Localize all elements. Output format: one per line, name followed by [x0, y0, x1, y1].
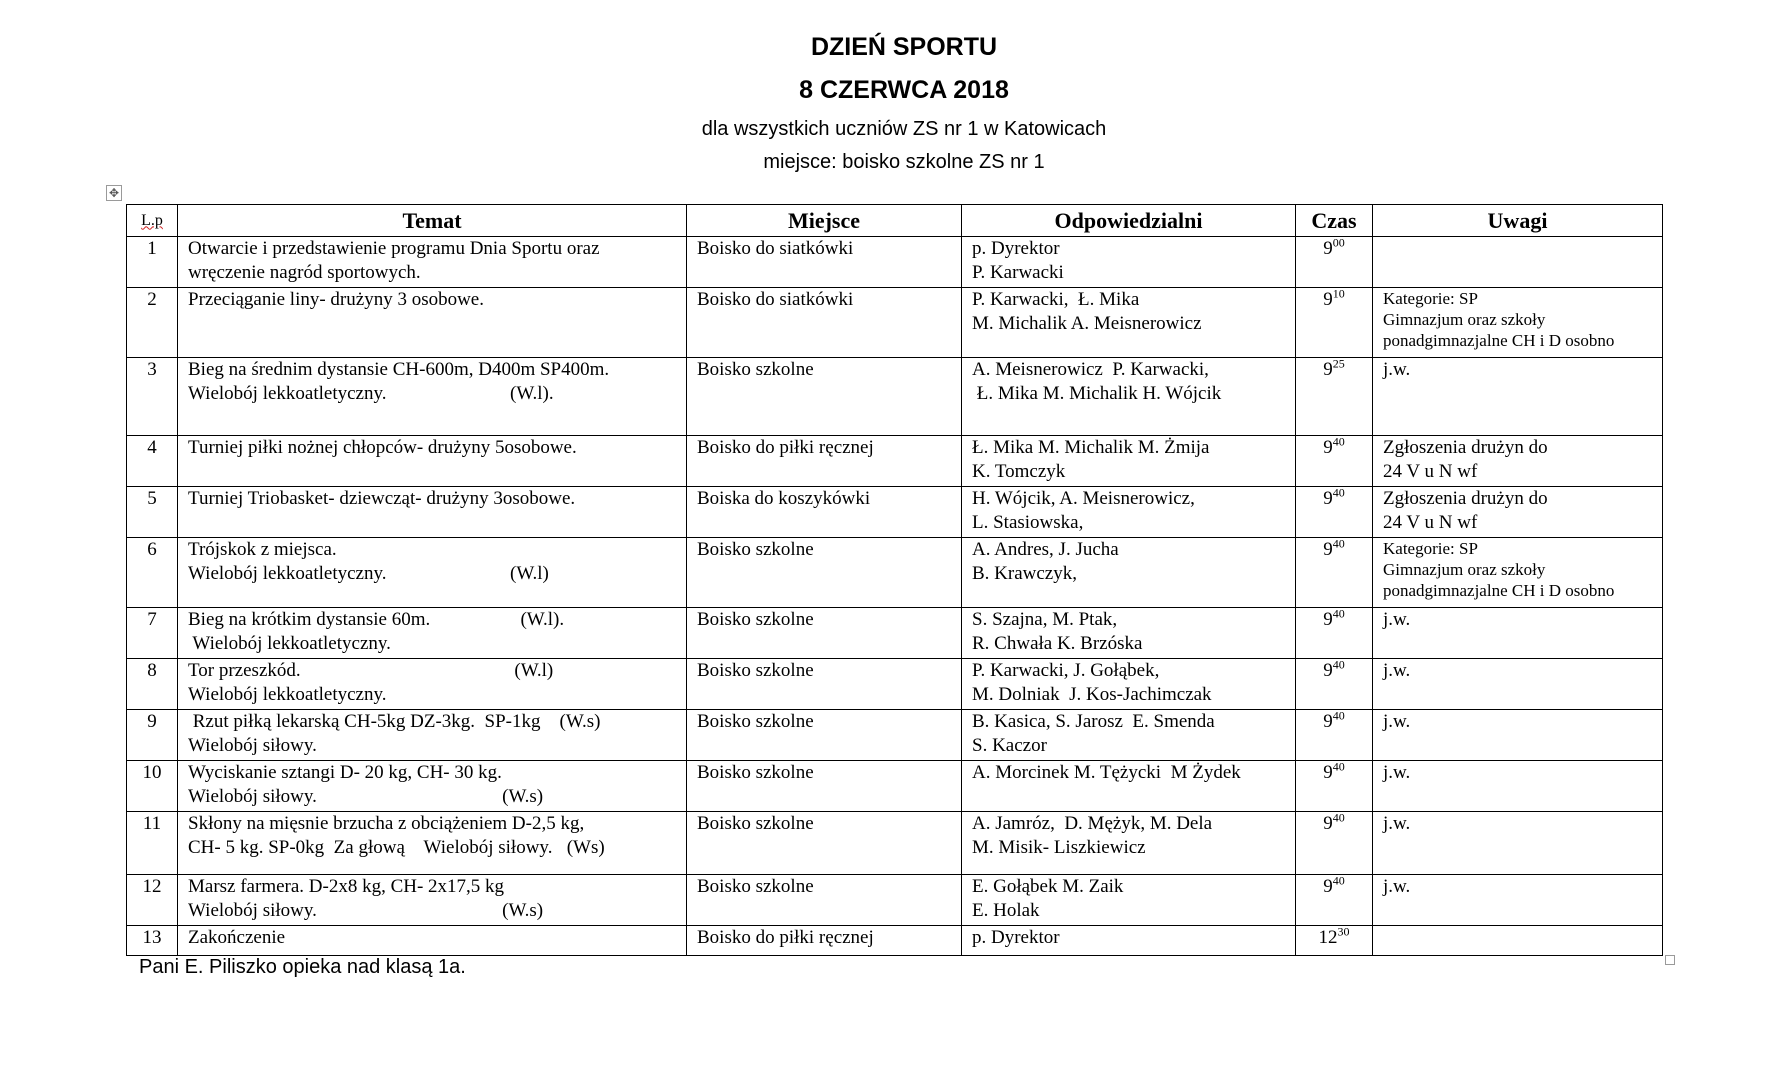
- responsible-cell: [962, 487, 1296, 538]
- notes-cell: [1373, 237, 1663, 288]
- responsible-line: P. Karwacki, Ł. Mika: [972, 289, 1140, 310]
- topic-line: Bieg na krótkim dystansie 60m. (W.l).: [188, 609, 565, 630]
- responsible-line: E. Gołąbek M. Zaik: [972, 876, 1124, 897]
- notes-line: j.w.: [1383, 711, 1411, 732]
- responsible-cell: [962, 659, 1296, 710]
- row-number: 9: [127, 710, 178, 761]
- responsible-line: E. Holak: [972, 900, 1040, 921]
- time-cell: [1296, 926, 1373, 956]
- responsible-line: A. Morcinek M. Tężycki M Żydek: [972, 762, 1241, 783]
- responsible-cell: [962, 875, 1296, 926]
- responsible-line: P. Karwacki, J. Gołąbek,: [972, 660, 1160, 681]
- table-row: [127, 237, 1663, 288]
- notes-line: j.w.: [1383, 660, 1411, 681]
- time-minutes: 40: [1332, 607, 1345, 621]
- topic-cell: [178, 358, 687, 436]
- row-number: 2: [127, 288, 178, 358]
- notes-cell: [1373, 659, 1663, 710]
- notes-cell: [1373, 358, 1663, 436]
- notes-cell: [1373, 487, 1663, 538]
- topic-line: Wielobój siłowy. (W.s): [188, 786, 544, 807]
- time-cell: [1296, 237, 1373, 288]
- topic-cell: [178, 237, 687, 288]
- responsible-line: R. Chwała K. Brzóska: [972, 633, 1143, 654]
- time-minutes: 30: [1337, 925, 1350, 939]
- time-hour: 9: [1323, 359, 1333, 380]
- time-cell: [1296, 288, 1373, 358]
- time-minutes: 10: [1332, 287, 1345, 301]
- topic-cell: [178, 926, 687, 956]
- time-minutes: 40: [1332, 658, 1345, 672]
- notes-cell: [1373, 926, 1663, 956]
- time-hour: 9: [1323, 762, 1333, 783]
- topic-line: Bieg na średnim dystansie CH-600m, D400m SP400m.: [188, 359, 610, 380]
- topic-line: CH- 5 kg. SP-0kg Za głową Wielobój siłowy. (Ws): [188, 837, 605, 858]
- topic-cell: [178, 659, 687, 710]
- row-number: 11: [127, 812, 178, 875]
- responsible-cell: [962, 358, 1296, 436]
- notes-line: Zgłoszenia drużyn do: [1383, 488, 1548, 509]
- table-row: [127, 358, 1663, 436]
- notes-line: Kategorie: SP: [1383, 289, 1478, 308]
- time-hour: 9: [1323, 813, 1333, 834]
- table-row: [127, 538, 1663, 608]
- topic-line: Turniej Triobasket- dziewcząt- drużyny 3osobowe.: [188, 488, 576, 509]
- row-number: 5: [127, 487, 178, 538]
- notes-line: j.w.: [1383, 609, 1411, 630]
- topic-cell: [178, 875, 687, 926]
- time-hour: 9: [1323, 289, 1333, 310]
- topic-line: Skłony na mięsnie brzucha z obciążeniem D-2,5 kg,: [188, 813, 585, 834]
- responsible-cell: [962, 436, 1296, 487]
- time-hour: 9: [1323, 711, 1333, 732]
- column-header-lp: L.p: [127, 205, 178, 237]
- time-minutes: 40: [1332, 486, 1345, 500]
- responsible-line: L. Stasiowska,: [972, 512, 1084, 533]
- table-row: [127, 812, 1663, 875]
- topic-line: Turniej piłki nożnej chłopców- drużyny 5osobowe.: [188, 437, 577, 458]
- notes-line: j.w.: [1383, 762, 1411, 783]
- table-header-row: [127, 205, 1663, 237]
- responsible-line: A. Andres, J. Jucha: [972, 539, 1119, 560]
- topic-cell: [178, 710, 687, 761]
- responsible-line: P. Karwacki: [972, 262, 1064, 283]
- topic-cell: [178, 487, 687, 538]
- time-minutes: 40: [1332, 435, 1345, 449]
- place-cell: Boisko szkolne: [687, 875, 962, 926]
- notes-line: Zgłoszenia drużyn do: [1383, 437, 1548, 458]
- column-header-notes: Uwagi: [1373, 205, 1663, 237]
- topic-line: Marsz farmera. D-2x8 kg, CH- 2x17,5 kg: [188, 876, 505, 897]
- topic-cell: [178, 608, 687, 659]
- time-hour: 9: [1323, 876, 1333, 897]
- place-cell: Boisko szkolne: [687, 710, 962, 761]
- responsible-line: K. Tomczyk: [972, 461, 1066, 482]
- row-number: 1: [127, 237, 178, 288]
- notes-cell: [1373, 608, 1663, 659]
- table-row: [127, 659, 1663, 710]
- column-header-topic: Temat: [178, 205, 687, 237]
- topic-line: Wielobój siłowy. (W.s): [188, 900, 544, 921]
- time-hour: 9: [1323, 437, 1333, 458]
- place-cell: Boisko szkolne: [687, 538, 962, 608]
- table-row: [127, 487, 1663, 538]
- responsible-line: B. Kasica, S. Jarosz E. Smenda: [972, 711, 1215, 732]
- row-number: 12: [127, 875, 178, 926]
- time-cell: [1296, 875, 1373, 926]
- table-row: [127, 761, 1663, 812]
- footer-note: Pani E. Piliszko opieka nad klasą 1a.: [139, 956, 466, 978]
- table-row: [127, 926, 1663, 956]
- move-arrows-icon[interactable]: ✥: [106, 185, 122, 201]
- responsible-line: Ł. Mika M. Michalik M. Żmija: [972, 437, 1210, 458]
- time-cell: [1296, 812, 1373, 875]
- column-header-time: Czas: [1296, 205, 1373, 237]
- place-cell: Boisko do piłki ręcznej: [687, 436, 962, 487]
- row-number: 6: [127, 538, 178, 608]
- time-cell: [1296, 538, 1373, 608]
- responsible-line: Ł. Mika M. Michalik H. Wójcik: [972, 383, 1222, 404]
- place-cell: Boisko do piłki ręcznej: [687, 926, 962, 956]
- row-number: 10: [127, 761, 178, 812]
- topic-cell: [178, 288, 687, 358]
- notes-line: j.w.: [1383, 359, 1411, 380]
- responsible-line: M. Misik- Liszkiewicz: [972, 837, 1146, 858]
- time-hour: 9: [1323, 609, 1333, 630]
- topic-cell: [178, 812, 687, 875]
- responsible-line: p. Dyrektor: [972, 927, 1060, 948]
- responsible-line: A. Jamróz, D. Mężyk, M. Dela: [972, 813, 1213, 834]
- notes-cell: [1373, 538, 1663, 608]
- notes-cell: [1373, 812, 1663, 875]
- topic-line: wręczenie nagród sportowych.: [188, 262, 421, 283]
- resize-square-icon[interactable]: [1665, 955, 1675, 965]
- notes-line: Gimnazjum oraz szkoły: [1383, 310, 1546, 329]
- notes-cell: [1373, 761, 1663, 812]
- responsible-line: M. Dolniak J. Kos-Jachimczak: [972, 684, 1212, 705]
- notes-line: ponadgimnazjalne CH i D osobno: [1383, 331, 1615, 350]
- responsible-cell: [962, 608, 1296, 659]
- notes-line: Gimnazjum oraz szkoły: [1383, 560, 1546, 579]
- table-row: [127, 436, 1663, 487]
- topic-cell: [178, 761, 687, 812]
- table-row: [127, 608, 1663, 659]
- time-minutes: 40: [1332, 537, 1345, 551]
- notes-line: j.w.: [1383, 876, 1411, 897]
- place-cell: Boisko do siatkówki: [687, 288, 962, 358]
- place-cell: Boiska do koszykówki: [687, 487, 962, 538]
- time-cell: [1296, 487, 1373, 538]
- time-cell: [1296, 659, 1373, 710]
- responsible-line: A. Meisnerowicz P. Karwacki,: [972, 359, 1209, 380]
- row-number: 7: [127, 608, 178, 659]
- notes-cell: [1373, 875, 1663, 926]
- place-cell: Boisko szkolne: [687, 608, 962, 659]
- time-minutes: 40: [1332, 709, 1345, 723]
- notes-cell: [1373, 436, 1663, 487]
- notes-cell: [1373, 710, 1663, 761]
- time-hour: 9: [1323, 488, 1333, 509]
- time-cell: [1296, 436, 1373, 487]
- place-line: miejsce: boisko szkolne ZS nr 1: [763, 151, 1045, 173]
- document-title: DZIEŃ SPORTU: [810, 33, 998, 61]
- topic-cell: [178, 538, 687, 608]
- responsible-line: H. Wójcik, A. Meisnerowicz,: [972, 488, 1195, 509]
- column-header-responsible: Odpowiedzialni: [962, 205, 1296, 237]
- notes-line: j.w.: [1383, 813, 1411, 834]
- responsible-line: S. Szajna, M. Ptak,: [972, 609, 1118, 630]
- notes-line: ponadgimnazjalne CH i D osobno: [1383, 581, 1615, 600]
- time-hour: 12: [1318, 927, 1338, 948]
- topic-line: Trójskok z miejsca.: [188, 539, 337, 560]
- time-hour: 9: [1323, 660, 1333, 681]
- table-row: [127, 288, 1663, 358]
- time-hour: 9: [1323, 238, 1333, 259]
- time-cell: [1296, 358, 1373, 436]
- responsible-cell: [962, 710, 1296, 761]
- row-number: 13: [127, 926, 178, 956]
- table-row: [127, 710, 1663, 761]
- row-number: 4: [127, 436, 178, 487]
- topic-line: Wielobój lekkoatletyczny.: [188, 633, 391, 654]
- responsible-line: B. Krawczyk,: [972, 563, 1077, 584]
- responsible-line: S. Kaczor: [972, 735, 1047, 756]
- time-minutes: 40: [1332, 874, 1345, 888]
- place-cell: Boisko do siatkówki: [687, 237, 962, 288]
- time-cell: [1296, 608, 1373, 659]
- event-date: 8 CZERWCA 2018: [799, 76, 1009, 104]
- schedule-table: [126, 204, 1663, 956]
- topic-line: Rzut piłką lekarską CH-5kg DZ-3kg. SP-1kg (W.s): [188, 711, 601, 732]
- responsible-cell: [962, 761, 1296, 812]
- place-cell: Boisko szkolne: [687, 659, 962, 710]
- topic-line: Wyciskanie sztangi D- 20 kg, CH- 30 kg.: [188, 762, 502, 783]
- time-minutes: 00: [1332, 236, 1345, 250]
- time-minutes: 25: [1332, 357, 1345, 371]
- row-number: 3: [127, 358, 178, 436]
- responsible-cell: [962, 237, 1296, 288]
- audience-line: dla wszystkich uczniów ZS nr 1 w Katowicach: [701, 118, 1107, 140]
- topic-line: Zakończenie: [188, 927, 286, 948]
- place-cell: Boisko szkolne: [687, 358, 962, 436]
- topic-cell: [178, 436, 687, 487]
- place-cell: Boisko szkolne: [687, 812, 962, 875]
- notes-line: 24 V u N wf: [1383, 461, 1478, 482]
- time-minutes: 40: [1332, 760, 1345, 774]
- time-hour: 9: [1323, 539, 1333, 560]
- time-cell: [1296, 710, 1373, 761]
- topic-line: Wielobój lekkoatletyczny. (W.l): [188, 563, 549, 584]
- responsible-cell: [962, 812, 1296, 875]
- topic-line: Wielobój lekkoatletyczny. (W.l).: [188, 383, 554, 404]
- responsible-line: p. Dyrektor: [972, 238, 1060, 259]
- row-number: 8: [127, 659, 178, 710]
- column-header-place: Miejsce: [687, 205, 962, 237]
- responsible-line: M. Michalik A. Meisnerowicz: [972, 313, 1202, 334]
- place-cell: Boisko szkolne: [687, 761, 962, 812]
- time-cell: [1296, 761, 1373, 812]
- topic-line: Otwarcie i przedstawienie programu Dnia Sportu oraz: [188, 238, 600, 259]
- topic-line: Wielobój lekkoatletyczny.: [188, 684, 387, 705]
- topic-line: Tor przeszkód. (W.l): [188, 660, 554, 681]
- topic-line: Wielobój siłowy.: [188, 735, 317, 756]
- table-row: [127, 875, 1663, 926]
- notes-line: 24 V u N wf: [1383, 512, 1478, 533]
- time-minutes: 40: [1332, 811, 1345, 825]
- topic-line: Przeciąganie liny- drużyny 3 osobowe.: [188, 289, 484, 310]
- notes-cell: [1373, 288, 1663, 358]
- notes-line: Kategorie: SP: [1383, 539, 1478, 558]
- responsible-cell: [962, 288, 1296, 358]
- responsible-cell: [962, 538, 1296, 608]
- responsible-cell: [962, 926, 1296, 956]
